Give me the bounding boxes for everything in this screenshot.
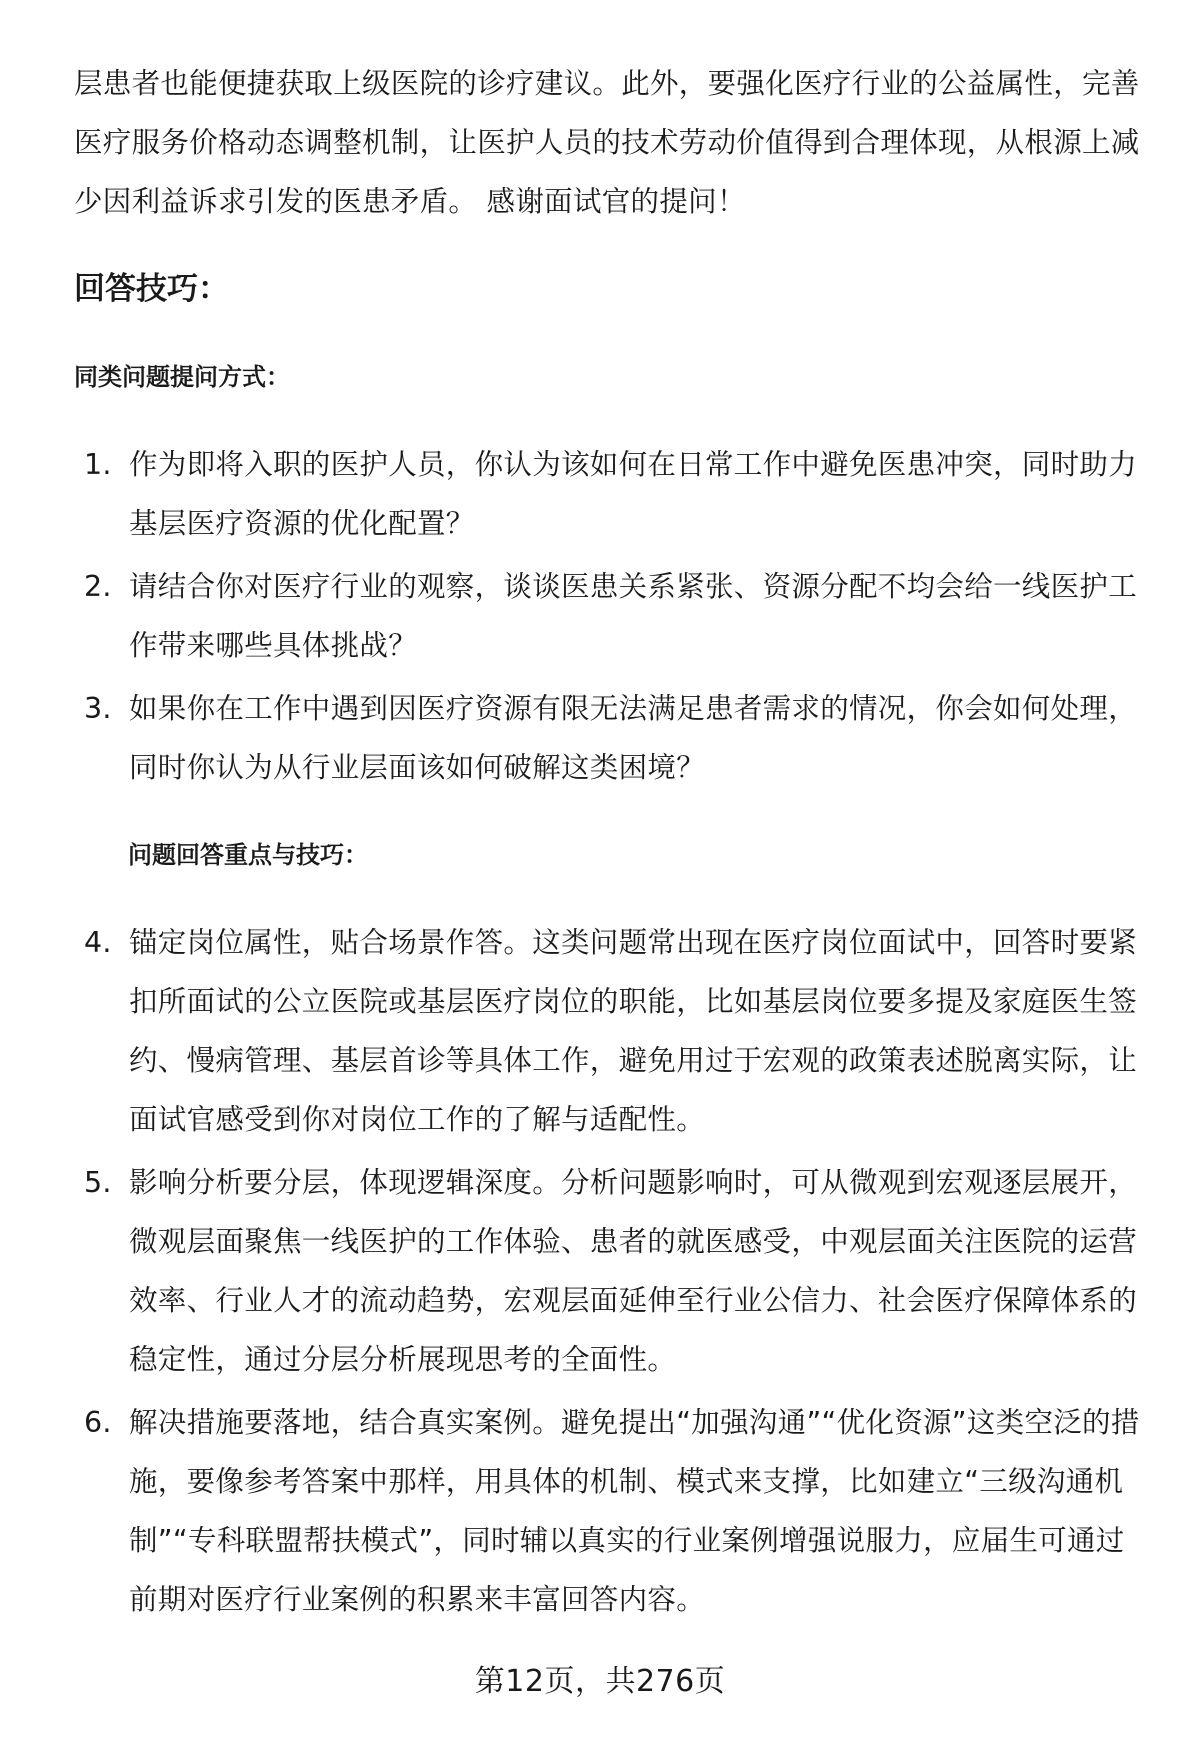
list-item-text: 影响分析要分层，体现逻辑深度。分析问题影响时，可从微观到宏观逐层展开，微观层面聚焦一线医护的工作体验、患者的就医感受，中观层面关注医院的运营效率、行业人才的流动趋势，宏观层面延伸至行业公信力、社会医疗保障体系的稳定性，通过分层分析展现思考的全面性。 — [129, 1166, 1138, 1376]
list-item-number: 3. — [84, 692, 112, 725]
list-item-number: 6. — [84, 1406, 112, 1439]
key-points-list — [74, 913, 1152, 1629]
list-item-text: 请结合你对医疗行业的观察，谈谈医患关系紧张、资源分配不均会给一线医护工作带来哪些具体挑战？ — [129, 570, 1138, 662]
list-item-number: 4. — [84, 926, 112, 959]
list-item-text: 解决措施要落地，结合真实案例。避免提出“加强沟通”“优化资源”这类空泛的措施，要像参考答案中那样，用具体的机制、模式来支撑，比如建立“三级沟通机制”“专科联盟帮扶模式”，同时辅以真实的行业案例增强说服力，应届生可通过前期对医疗行业案例的积累来丰富回答内容。 — [129, 1406, 1140, 1616]
list-item — [74, 913, 1152, 1149]
list-item — [74, 557, 1152, 675]
list-item — [74, 679, 1152, 797]
list-item-text: 如果你在工作中遇到因医疗资源有限无法满足患者需求的情况，你会如何处理，同时你认为从行业层面该如何破解这类困境？ — [129, 692, 1138, 784]
list-item-text: 锚定岗位属性，贴合场景作答。这类问题常出现在医疗岗位面试中，回答时要紧扣所面试的公立医院或基层医疗岗位的职能，比如基层岗位要多提及家庭医生签约、慢病管理、基层首诊等具体工作，避免用过于宏观的政策表述脱离实际，让面试官感受到你对岗位工作的了解与适配性。 — [129, 926, 1138, 1136]
document-page — [74, 54, 1152, 1633]
page-number-footer: 第12页，共276页 — [474, 1664, 726, 1699]
key-points-heading: 问题回答重点与技巧： — [128, 841, 368, 869]
list-item-number: 1. — [84, 448, 112, 481]
tips-heading: 回答技巧： — [74, 271, 229, 307]
list-item-text: 作为即将入职的医护人员，你认为该如何在日常工作中避免医患冲突，同时助力基层医疗资源的优化配置？ — [129, 448, 1138, 540]
list-item — [74, 435, 1152, 553]
list-item-number: 5. — [84, 1166, 112, 1199]
similar-questions-heading: 同类问题提问方式： — [74, 363, 290, 391]
list-item — [74, 1393, 1152, 1629]
similar-questions-list — [74, 435, 1152, 797]
list-item-number: 2. — [84, 570, 112, 603]
list-item — [74, 1153, 1152, 1389]
intro-paragraph: 层患者也能便捷获取上级医院的诊疗建议。此外，要强化医疗行业的公益属性，完善医疗服务价格动态调整机制，让医护人员的技术劳动价值得到合理体现，从根源上减少因利益诉求引发的医患矛盾。 感谢面试官的提问！ — [74, 67, 1140, 218]
